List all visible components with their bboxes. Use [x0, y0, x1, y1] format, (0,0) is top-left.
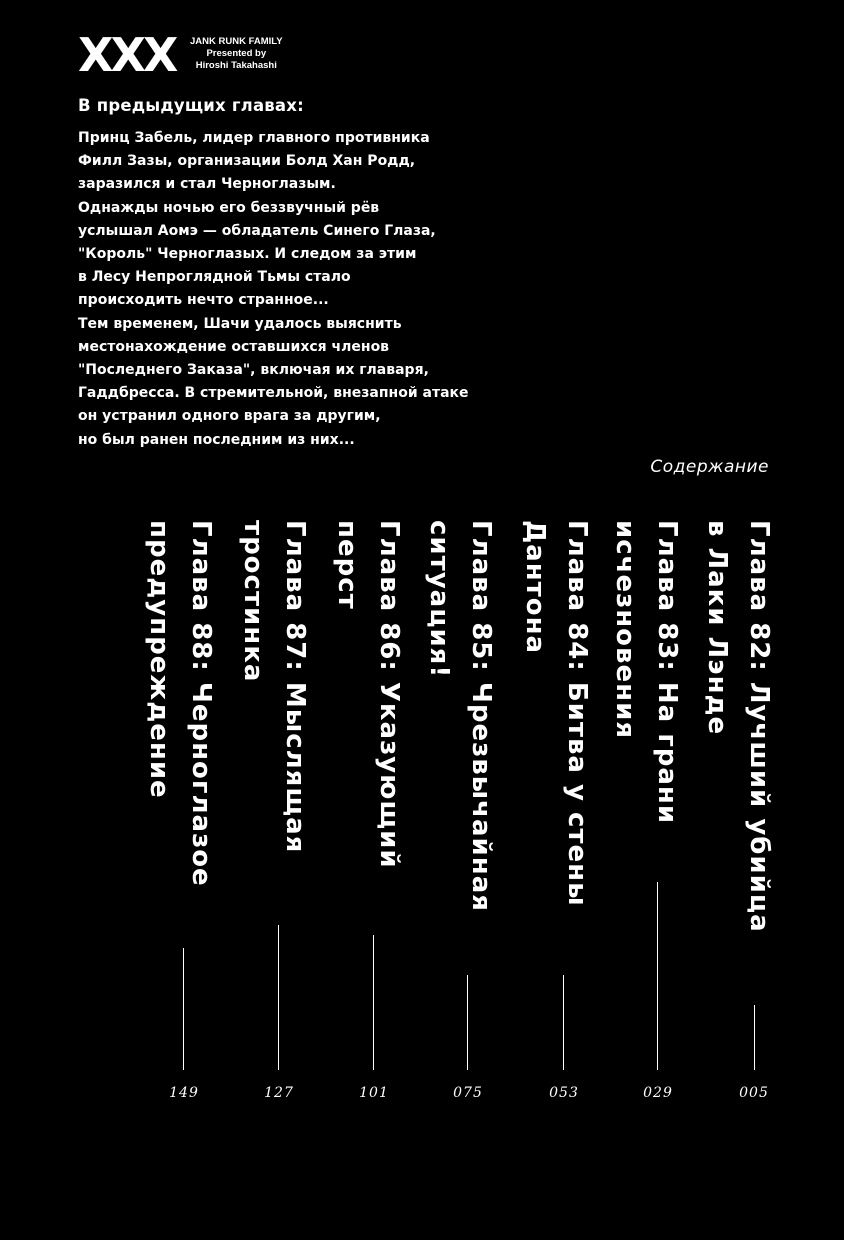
- leader-line: [754, 1005, 755, 1070]
- chapter-title-line2: перст: [332, 520, 362, 610]
- toc-entry-chapter-86: [320, 520, 410, 1240]
- logo-caption: [190, 36, 283, 72]
- toc-title: Содержание: [650, 457, 769, 477]
- page-number: 101: [359, 1085, 389, 1101]
- chapter-title-line2: ситуация!: [424, 520, 454, 679]
- page-number: 053: [549, 1085, 579, 1101]
- page-number: 029: [643, 1085, 673, 1101]
- leader-line: [657, 882, 658, 1070]
- chapter-title-line1: Глава 86: Указующий: [374, 520, 404, 869]
- chapter-title-line1: Глава 83: На грани: [652, 520, 682, 825]
- chapter-title-line1: Глава 85: Чрезвычайная: [466, 520, 496, 912]
- leader-line: [373, 935, 374, 1070]
- recap-line: "Последнего Заказа", включая их главаря,: [78, 362, 429, 379]
- chapter-title-line2: исчезновения: [610, 520, 640, 740]
- page-number: 075: [453, 1085, 483, 1101]
- page-number: 149: [169, 1085, 199, 1101]
- recap-line: услышал Аомэ — обладатель Синего Глаза,: [78, 222, 436, 239]
- chapter-title-line2: тростинка: [238, 520, 268, 683]
- toc-entry-chapter-82: [690, 520, 780, 1240]
- chapter-title: [418, 520, 502, 912]
- toc-entry-chapter-87: [226, 520, 316, 1240]
- chapter-title-line2: Дантона: [520, 520, 550, 655]
- toc-entry-chapter-84: [508, 520, 598, 1240]
- recap-line: Гаддбресса. В стремительной, внезапной атаке: [78, 385, 469, 402]
- chapter-title-line1: Глава 84: Битва у стены: [562, 520, 592, 907]
- page-number: 127: [264, 1085, 294, 1101]
- series-logo: [78, 30, 298, 84]
- logo-series-name: JANK RUNK FAMILY: [190, 36, 283, 47]
- recap-heading: В предыдущих главах:: [78, 96, 304, 115]
- recap-line: он устранил одного врага за другим,: [78, 408, 381, 425]
- recap-line: Однажды ночью его беззвучный рёв: [78, 199, 380, 216]
- recap-line: в Лесу Непроглядной Тьмы стало: [78, 269, 351, 286]
- chapter-title-line2: в Лаки Лэнде: [702, 520, 732, 736]
- leader-line: [183, 948, 184, 1070]
- chapter-title-line1: Глава 82: Лучший убийца: [744, 520, 774, 933]
- chapter-title-line1: Глава 88: Черноглазое: [186, 520, 216, 887]
- recap-line: Принц Забель, лидер главного противника: [78, 130, 430, 146]
- recap-line: заразился и стал Черноглазым.: [78, 176, 336, 193]
- recap-line: происходить нечто странное...: [78, 292, 329, 309]
- chapter-title: [232, 520, 316, 853]
- logo-presented-by: Presented by: [206, 48, 267, 59]
- leader-line: [278, 925, 279, 1070]
- chapter-title: [696, 520, 780, 933]
- recap-line: но был ранен последним из них...: [78, 431, 355, 448]
- chapter-title: [604, 520, 688, 824]
- chapter-title: [138, 520, 222, 887]
- toc-entry-chapter-85: [412, 520, 502, 1240]
- chapter-title: [326, 520, 410, 869]
- logo-author: Hiroshi Takahashi: [195, 60, 277, 71]
- recap-text: [78, 127, 498, 452]
- recap-line: местонахождение оставшихся членов: [78, 338, 390, 355]
- toc-entry-chapter-88: [132, 520, 222, 1240]
- recap-line: Филл Зазы, организации Болд Хан Родд,: [78, 153, 416, 170]
- recap-line: "Король" Черноглазых. И следом за этим: [78, 246, 417, 263]
- leader-line: [467, 975, 468, 1070]
- chapter-title: [514, 520, 598, 907]
- toc-entry-chapter-83: [598, 520, 688, 1240]
- chapter-title-line2: предупреждение: [144, 520, 174, 799]
- leader-line: [563, 975, 564, 1070]
- recap-line: Тем временем, Шачи удалось выяснить: [78, 315, 402, 332]
- logo-mark: XXX: [78, 28, 176, 82]
- page-number: 005: [739, 1085, 769, 1101]
- chapter-title-line1: Глава 87: Мыслящая: [280, 520, 310, 854]
